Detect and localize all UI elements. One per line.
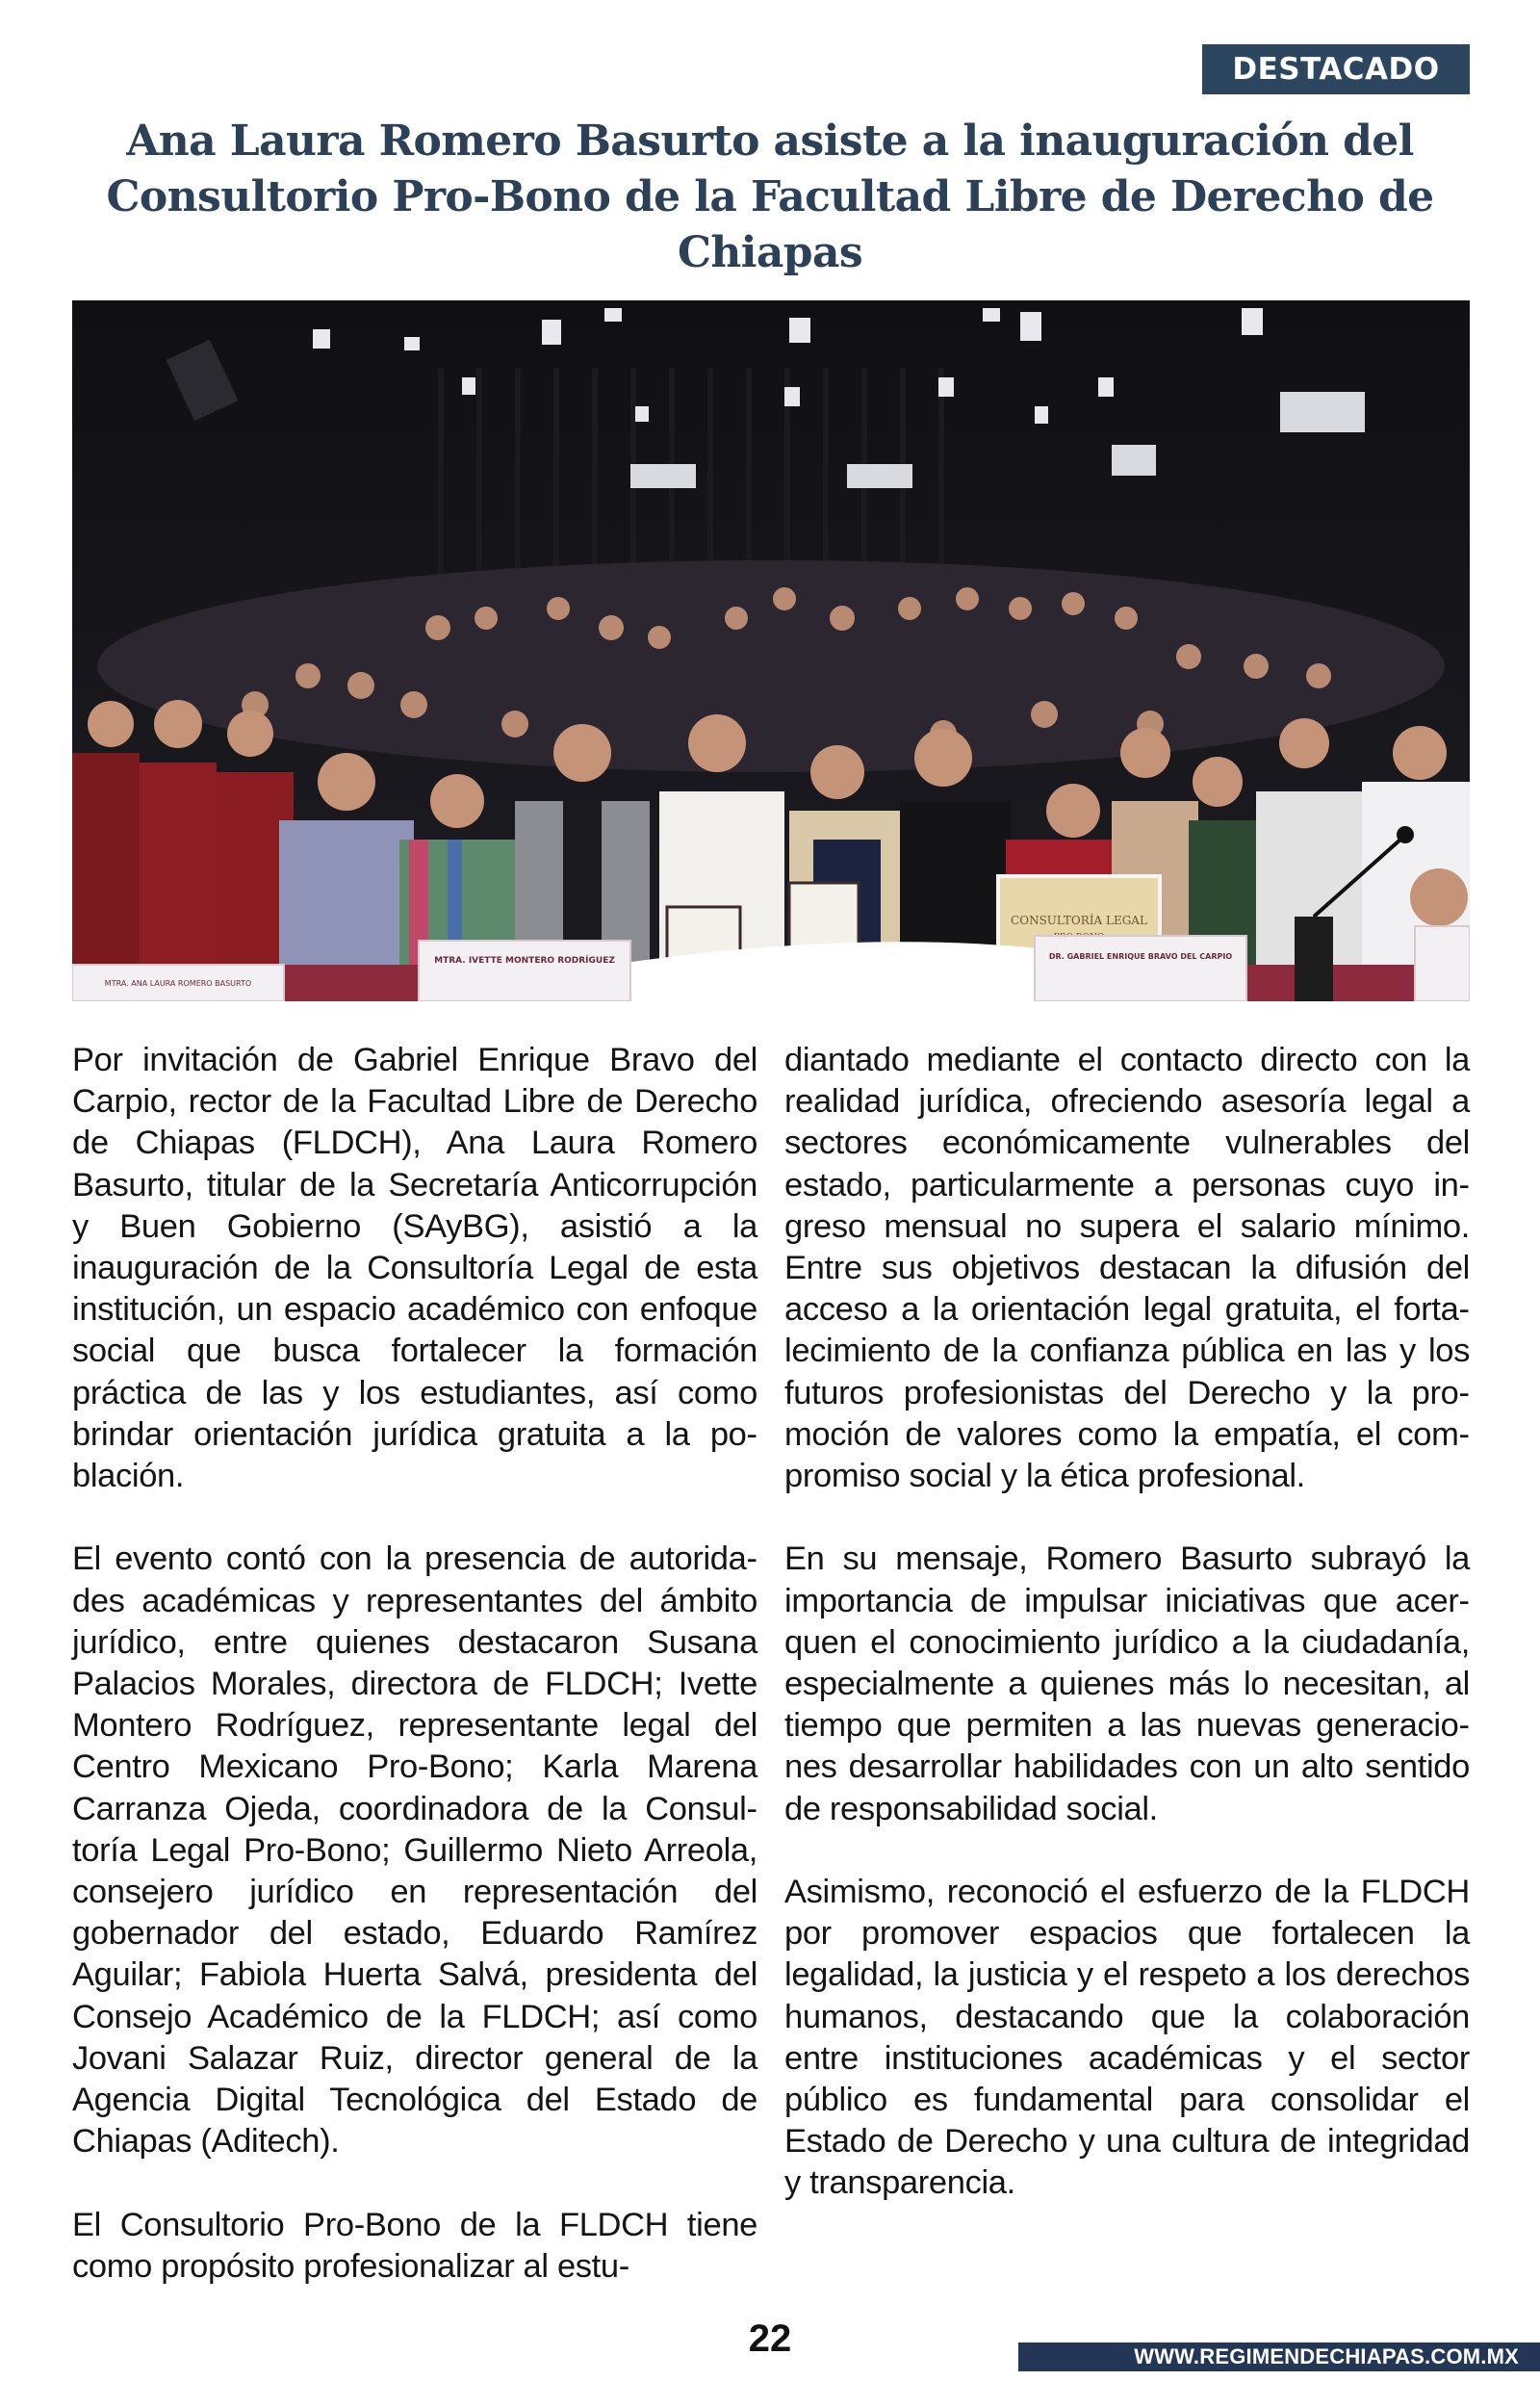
paragraph: Asimismo, reconoció el esfuerzo de la FLDCH por promover espacios que fortalecen la legalidad, la justicia y el respeto a los derechos humanos, destacando que la colaboración entre instituciones académicas y el sector público es fundamental para consolidar el Estado de Derecho y una cultura de integridad y transparencia. (784, 1874, 1470, 2202)
paragraph: Por invitación de Gabriel Enrique Bravo del Carpio, rector de la Facultad Libre de Derecho de Chiapas (FLDCH), Ana Laura Romero Basurto, titular de la Secretaría Anticorrupción y Buen Gobierno (SAyBG), asistió a la inauguración de la Consultoría Legal de esta institución, un espacio académico con enfoque social que busca fortalecer la formación práctica de las y los estudiantes, así como brindar orientación jurídica gratuita a la población. (72, 1042, 757, 1495)
event-group-photo (72, 300, 1470, 1001)
svg-text:MTRA. ANA LAURA ROMERO BASURTO: MTRA. ANA LAURA ROMERO BASURTO (104, 979, 252, 988)
article-column-left (72, 1040, 757, 2288)
section-badge: DESTACADO (1202, 44, 1470, 94)
website-footer-bar (1018, 2342, 1540, 2371)
svg-text:CONSULTORÍA LEGAL: CONSULTORÍA LEGAL (1011, 914, 1147, 927)
paragraph: El evento contó con la presencia de autoridades académicas y representantes del ámbito jurídico, entre quienes destacaron Susana Palacios Morales, directora de FLDCH; Ivette Montero Rodríguez, representante legal del Centro Mexicano Pro-Bono; Karla Marena Carranza Ojeda, coordinadora de la Consultoría Legal Pro-Bono; Guillermo Nieto Arreola, consejero jurídico en representación del gobernador del estado, Eduardo Ramírez Aguilar; Fabiola Huerta Salvá, presidenta del Consejo Académico de la FLDCH; así como Jovani Salazar Ruiz, director general de la Agencia Digital Tecnológica del Estado de Chiapas (Aditech). (72, 1540, 757, 2161)
article-headline: Ana Laura Romero Basurto asiste a la inauguración del Consultorio Pro-Bono de la Facultad Libre de Derecho de Chiapas (106, 116, 1434, 277)
photo-illustration (72, 300, 1470, 1001)
page-number: 22 (748, 2317, 792, 2360)
paragraph: diantado mediante el contacto directo con la realidad jurídica, ofreciendo asesoría legal a sectores económicamente vulnerables del estado, particularmente a personas cuyo ingreso mensual no supera el salario mínimo. Entre sus objetivos destacan la difusión del acceso a la orientación legal gratuita, el fortalecimiento de la confianza pública en las y los futuros profesionistas del Derecho y la promoción de valores como la empatía, el compromiso social y la ética profesional. (784, 1042, 1470, 1495)
article-column-right (784, 1040, 1470, 2205)
paragraph: En su mensaje, Romero Basurto subrayó la importancia de impulsar iniciativas que acerquen el conocimiento jurídico a la ciudadanía, especialmente a quienes más lo necesitan, al tiempo que permiten a las nuevas generaciones desarrollar habilidades con un alto sentido de responsabilidad social. (784, 1540, 1470, 1827)
paragraph: El Consultorio Pro-Bono de la FLDCH tiene como propósito profesionalizar al estu- (72, 2206, 757, 2285)
svg-text:MTRA. IVETTE MONTERO RODRÍGUEZ: MTRA. IVETTE MONTERO RODRÍGUEZ (434, 956, 615, 966)
svg-text:DR. GABRIEL ENRIQUE BRAVO DEL: DR. GABRIEL ENRIQUE BRAVO DEL CARPIO (1048, 952, 1233, 961)
website-url[interactable]: WWW.REGIMENDECHIAPAS.COM.MX (1134, 2344, 1519, 2368)
